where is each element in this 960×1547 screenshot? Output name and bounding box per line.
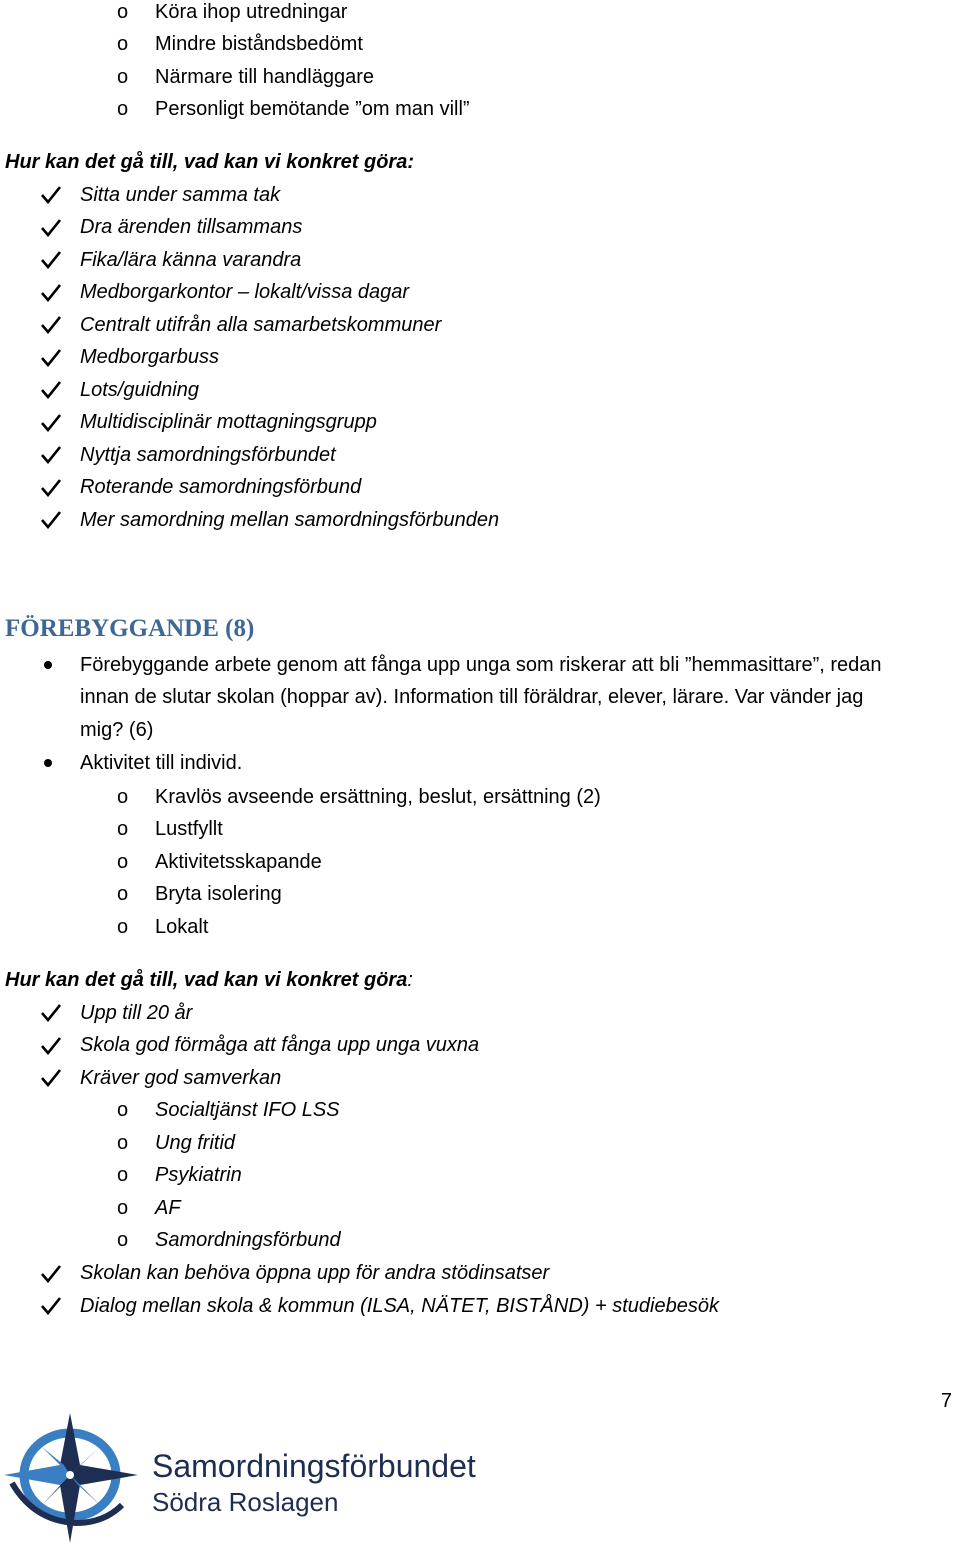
list-marker: o <box>117 1099 129 1121</box>
check-item: Kräver god samverkan <box>80 1067 282 1089</box>
list-item: AF <box>155 1197 181 1219</box>
list-item: Bryta isolering <box>155 883 282 905</box>
list-marker: o <box>117 1132 129 1154</box>
section-question <box>5 966 413 994</box>
bullet-item: Aktivitet till individ. <box>80 752 243 774</box>
check-item: Upp till 20 år <box>80 1002 193 1024</box>
list-marker: o <box>117 851 129 873</box>
list-item: Socialtjänst IFO LSS <box>155 1099 340 1121</box>
list-marker: o <box>117 1229 129 1251</box>
list-item: Personligt bemötande ”om man vill” <box>155 98 470 120</box>
checkmark-icon <box>41 511 61 529</box>
list-item: Lokalt <box>155 916 209 938</box>
checkmark-icon <box>41 1265 61 1283</box>
list-marker: o <box>117 1164 129 1186</box>
list-item: Ung fritid <box>155 1132 236 1154</box>
section-question: Hur kan det gå till, vad kan vi konkret göra: <box>5 151 414 173</box>
list-marker: o <box>117 98 129 120</box>
check-item: Sitta under samma tak <box>80 184 281 206</box>
checkmark-icon <box>41 381 61 399</box>
list-item: Aktivitetsskapande <box>155 851 322 873</box>
list-item: Lustfyllt <box>155 818 223 840</box>
check-item: Medborgarkontor – lokalt/vissa dagar <box>80 281 410 303</box>
checkmark-icon <box>41 219 61 237</box>
list-item: Kravlös avseende ersättning, beslut, ersättning (2) <box>155 786 601 808</box>
check-item: Dra ärenden tillsammans <box>80 216 303 238</box>
list-marker: o <box>117 1 129 23</box>
logo-subtitle: Södra Roslagen <box>152 1487 339 1517</box>
question-colon: : <box>407 969 413 991</box>
question-text: Hur kan det gå till, vad kan vi konkret göra <box>5 969 408 991</box>
check-item: Mer samordning mellan samordningsförbunden <box>80 509 500 531</box>
paragraph-line: innan de slutar skolan (hoppar av). Information till föräldrar, elever, lärare. Var vänder jag <box>80 686 864 708</box>
list-marker: o <box>117 1197 129 1219</box>
checkmark-icon <box>41 349 61 367</box>
list-marker: o <box>117 786 129 808</box>
checkmark-icon <box>41 186 61 204</box>
section-heading: FÖREBYGGANDE (8) <box>5 615 255 642</box>
checkmark-icon <box>41 479 61 497</box>
check-item: Fika/lära känna varandra <box>80 249 302 271</box>
checkmark-icon <box>41 251 61 269</box>
list-marker: o <box>117 916 129 938</box>
logo-title: Samordningsförbundet <box>152 1448 476 1484</box>
check-item: Skolan kan behöva öppna upp för andra stödinsatser <box>80 1262 550 1284</box>
check-item: Dialog mellan skola & kommun (ILSA, NÄTET, BISTÅND) + studiebesök <box>80 1295 719 1317</box>
list-marker: o <box>117 883 129 905</box>
checkmark-icon <box>41 414 61 432</box>
check-item: Centralt utifrån alla samarbetskommuner <box>80 314 442 336</box>
list-item: Närmare till handläggare <box>155 66 375 88</box>
check-item: Multidisciplinär mottagningsgrupp <box>80 411 377 433</box>
list-marker: o <box>117 66 129 88</box>
checkmark-icon <box>41 284 61 302</box>
checkmark-icon <box>41 1037 61 1055</box>
list-marker: o <box>117 33 129 55</box>
list-marker: o <box>117 818 129 840</box>
page-number: 7 <box>940 1390 952 1412</box>
list-item: Köra ihop utredningar <box>155 1 348 23</box>
bullet-icon <box>44 661 52 669</box>
checkmark-icon <box>41 1004 61 1022</box>
checkmark-icon <box>41 1297 61 1315</box>
checkmark-icon <box>41 316 61 334</box>
check-item: Roterande samordningsförbund <box>80 476 362 498</box>
bullet-icon <box>44 759 52 767</box>
paragraph-line: Förebyggande arbete genom att fånga upp unga som riskerar att bli ”hemmasittare”, redan <box>80 654 882 676</box>
list-item: Psykiatrin <box>155 1164 242 1186</box>
paragraph-line: mig? (6) <box>80 719 154 741</box>
check-item: Medborgarbuss <box>80 346 219 368</box>
check-item: Skola god förmåga att fånga upp unga vuxna <box>80 1034 480 1056</box>
list-item: Mindre biståndsbedömt <box>155 33 363 55</box>
check-item: Lots/guidning <box>80 379 199 401</box>
list-item: Samordningsförbund <box>155 1229 341 1251</box>
check-item: Nyttja samordningsförbundet <box>80 444 336 466</box>
checkmark-icon <box>41 1069 61 1087</box>
checkmark-icon <box>41 446 61 464</box>
compass-logo-icon <box>4 1413 144 1545</box>
